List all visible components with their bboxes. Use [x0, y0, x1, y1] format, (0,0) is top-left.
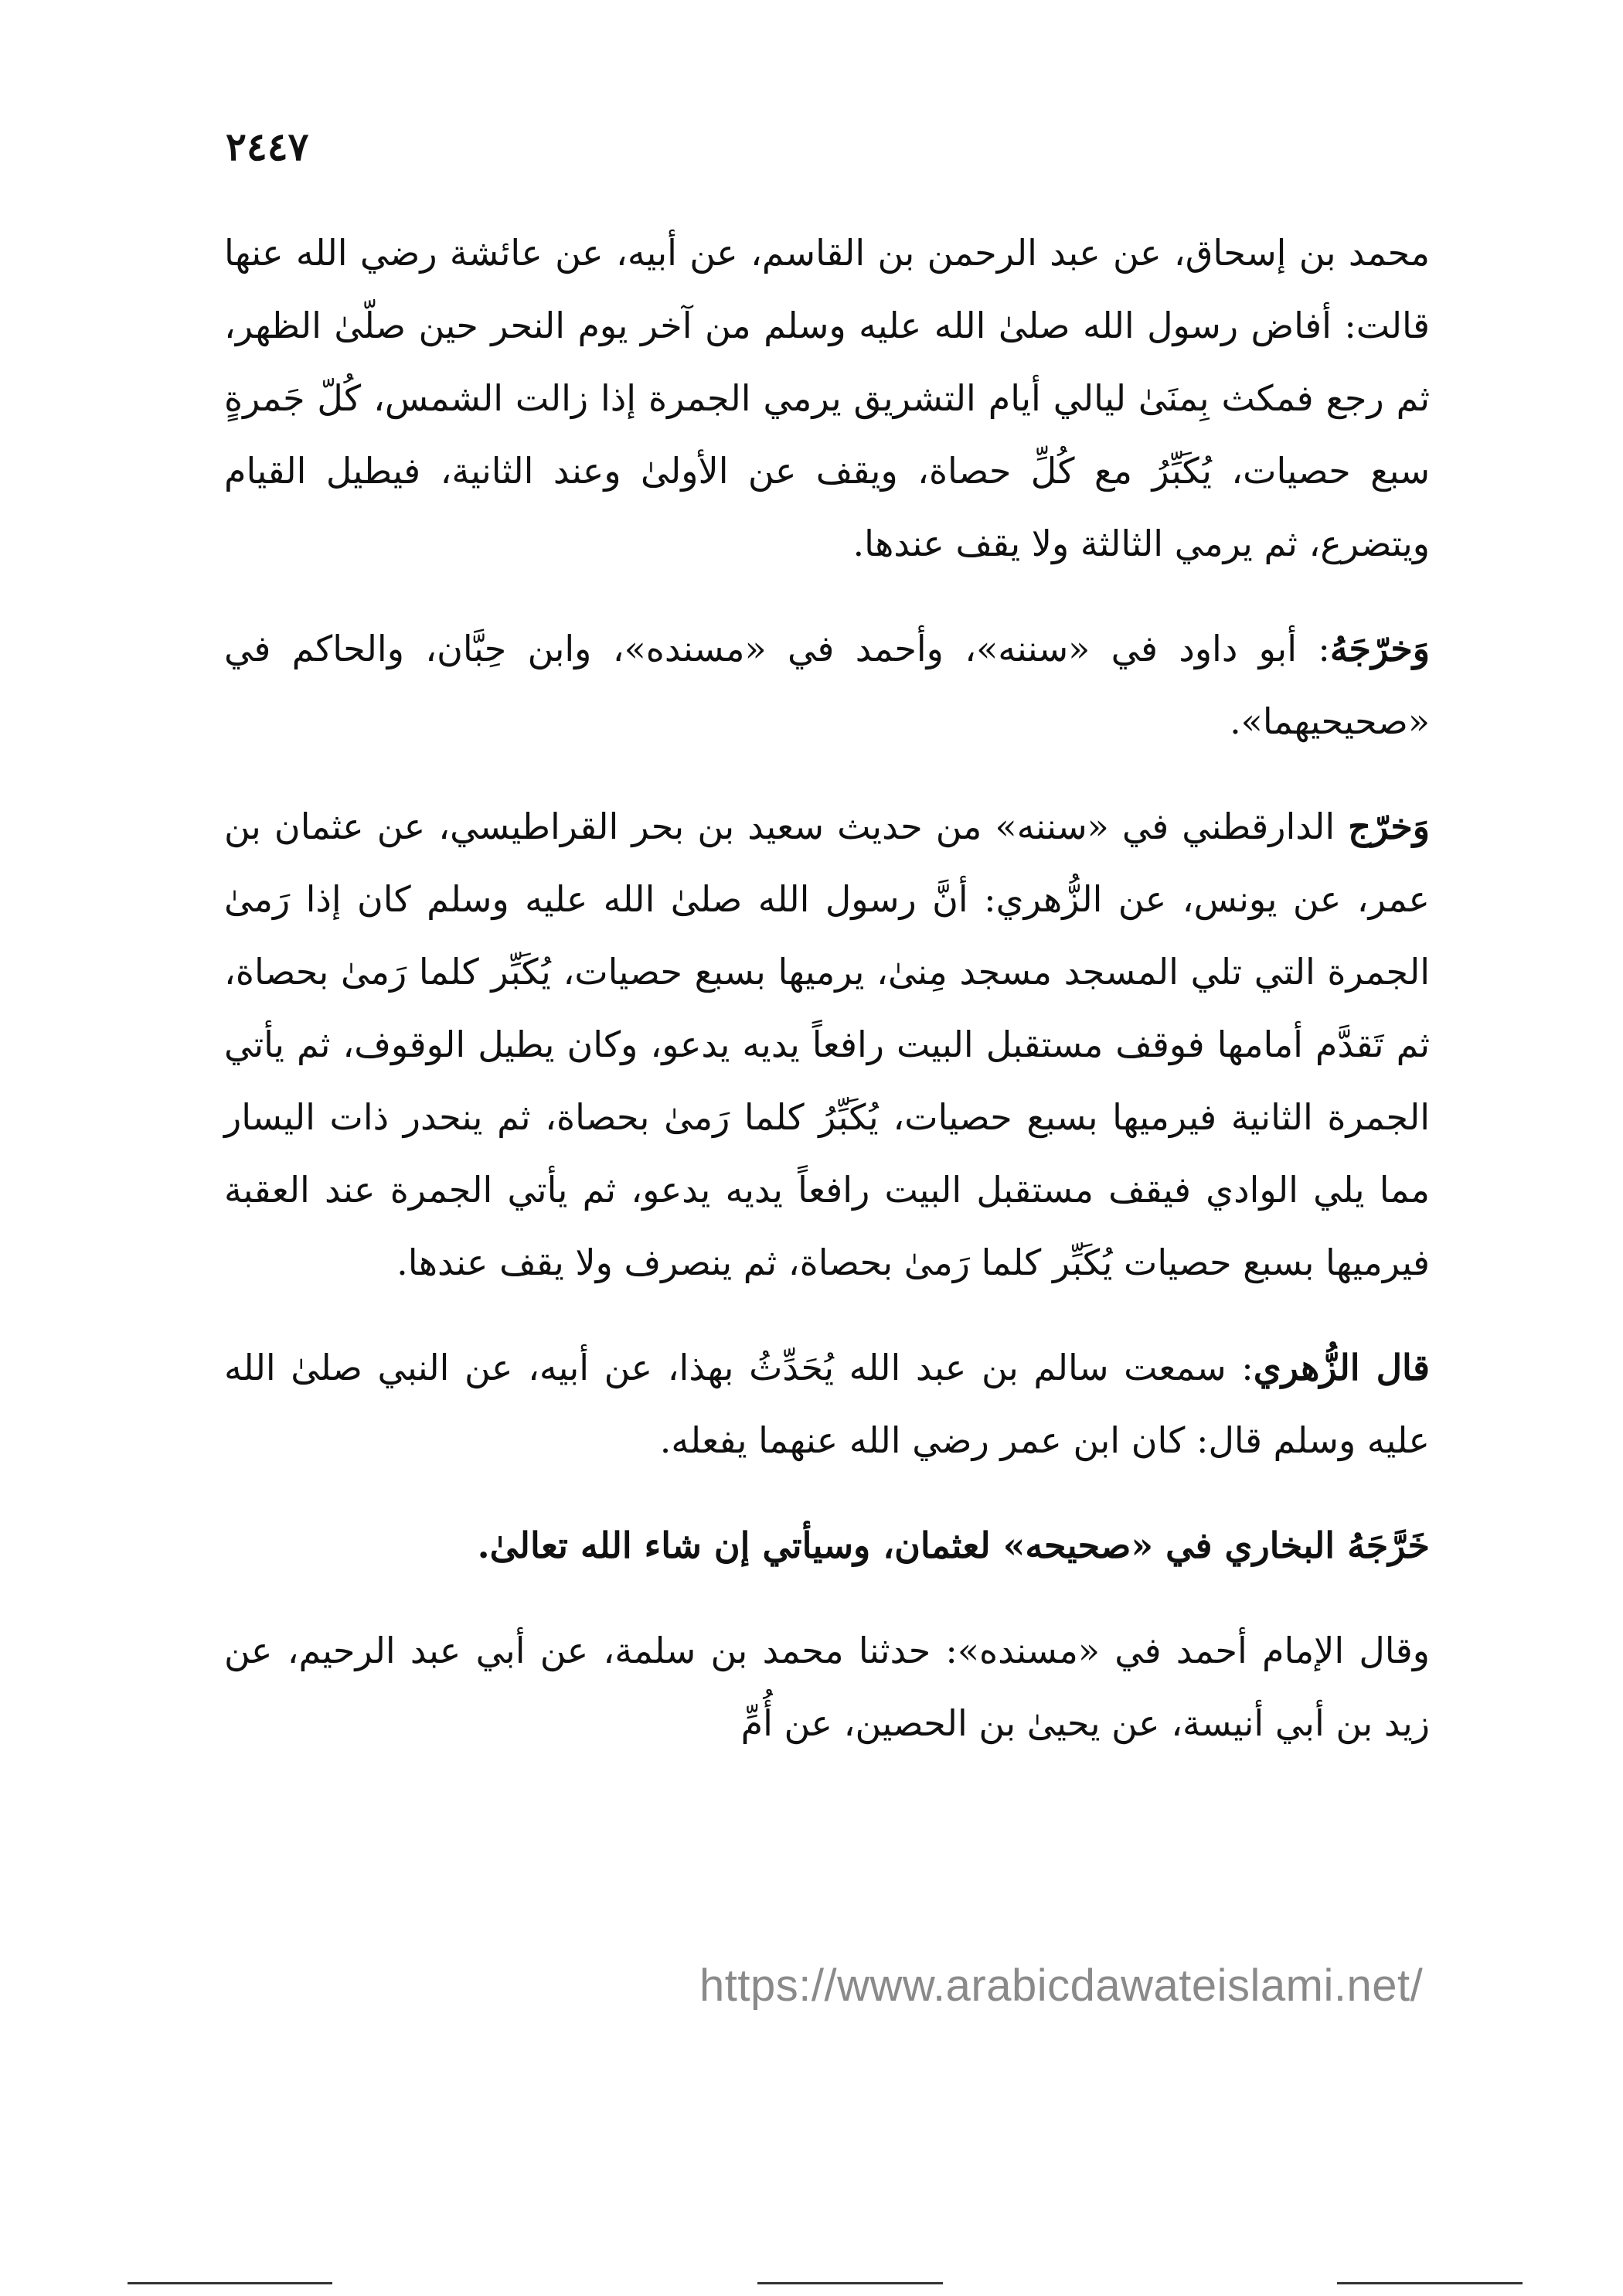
paragraph-text: البخاري في «صحيحه» لعثمان، وسيأتي إن شاء الله تعالىٰ. — [477, 1524, 1348, 1566]
paragraph-text: : أبو داود في «سننه»، وأحمد في «مسنده»، وابن حِبَّان، والحاكم في «صحيحيهما». — [224, 628, 1430, 742]
paragraph-lead: خَرَّجَهُ — [1347, 1524, 1430, 1566]
footer-rule-right — [1337, 2282, 1523, 2284]
paragraph-text: وقال الإمام أحمد في «مسنده»: حدثنا محمد بن سلمة، عن أبي عبد الرحيم، عن زيد بن أبي أنيسة، عن يحيىٰ بن الحصين، عن أُمِّ — [224, 1630, 1430, 1744]
footer-rule-left — [128, 2282, 332, 2284]
paragraph-text: الدارقطني في «سننه» من حديث سعيد بن بحر القراطيسي، عن عثمان بن عمر، عن يونس، عن الزُّهري: أنَّ رسول الله صلىٰ الله عليه وسلم كان إذا رَمىٰ الجمرة التي تلي المسجد مسجد مِنىٰ، يرميها بسبع حصيات، يُكَبِّر كلما رَمىٰ بحصاة، ثم تَقدَّم أمامها فوقف مستقبل البيت رافعاً يديه يدعو، وكان يطيل الوقوف، ثم يأتي الجمرة الثانية فيرميها بسبع حصيات، يُكَبِّرُ كلما رَمىٰ بحصاة، ثم ينحدر ذات اليسار مما يلي الوادي فيقف مستقبل البيت رافعاً يديه يدعو، ثم يأتي الجمرة عند العقبة فيرميها بسبع حصيات يُكَبِّر كلما رَمىٰ بحصاة، ثم ينصرف ولا يقف عندها. — [224, 806, 1430, 1283]
paragraph-text: : سمعت سالم بن عبد الله يُحَدِّثُ بهذا، عن أبيه، عن النبي صلىٰ الله عليه وسلم قال: كان ابن عمر رضي الله عنهما يفعله. — [224, 1347, 1430, 1461]
paragraph-takhrij-daraqutni — [224, 790, 1430, 1299]
page-number: ٢٤٤٧ — [226, 124, 309, 169]
paragraph-takhrij-bukhari — [224, 1509, 1430, 1582]
paragraph-imam-ahmad — [224, 1614, 1430, 1759]
paragraph-lead: وَخرّجَهُ — [1329, 628, 1430, 669]
paragraph-zuhri — [224, 1331, 1430, 1477]
paragraph-lead: وَخرّج — [1348, 806, 1430, 847]
page-body — [224, 216, 1430, 1792]
paragraph-takhrij-abu-dawud — [224, 612, 1430, 758]
watermark-url: https://www.arabicdawateislami.net/ — [699, 1960, 1424, 2011]
paragraph-text: محمد بن إسحاق، عن عبد الرحمن بن القاسم، عن أبيه، عن عائشة رضي الله عنها قالت: أفاض رسول الله صلىٰ الله عليه وسلم من آخر يوم النحر حين صلّىٰ الظهر، ثم رجع فمكث بِمنَىٰ ليالي أيام التشريق يرمي الجمرة إذا زالت الشمس، كُلّ جَمرةٍ سبع حصيات، يُكَبِّرُ مع كُلِّ حصاة، ويقف عن الأولىٰ وعند الثانية، فيطيل القيام ويتضرع، ثم يرمي الثالثة ولا يقف عندها. — [224, 232, 1431, 564]
paragraph-lead: قال الزُّهري — [1253, 1347, 1431, 1388]
paragraph-hadith-aisha — [224, 216, 1430, 580]
footer-rule-middle — [757, 2282, 943, 2284]
